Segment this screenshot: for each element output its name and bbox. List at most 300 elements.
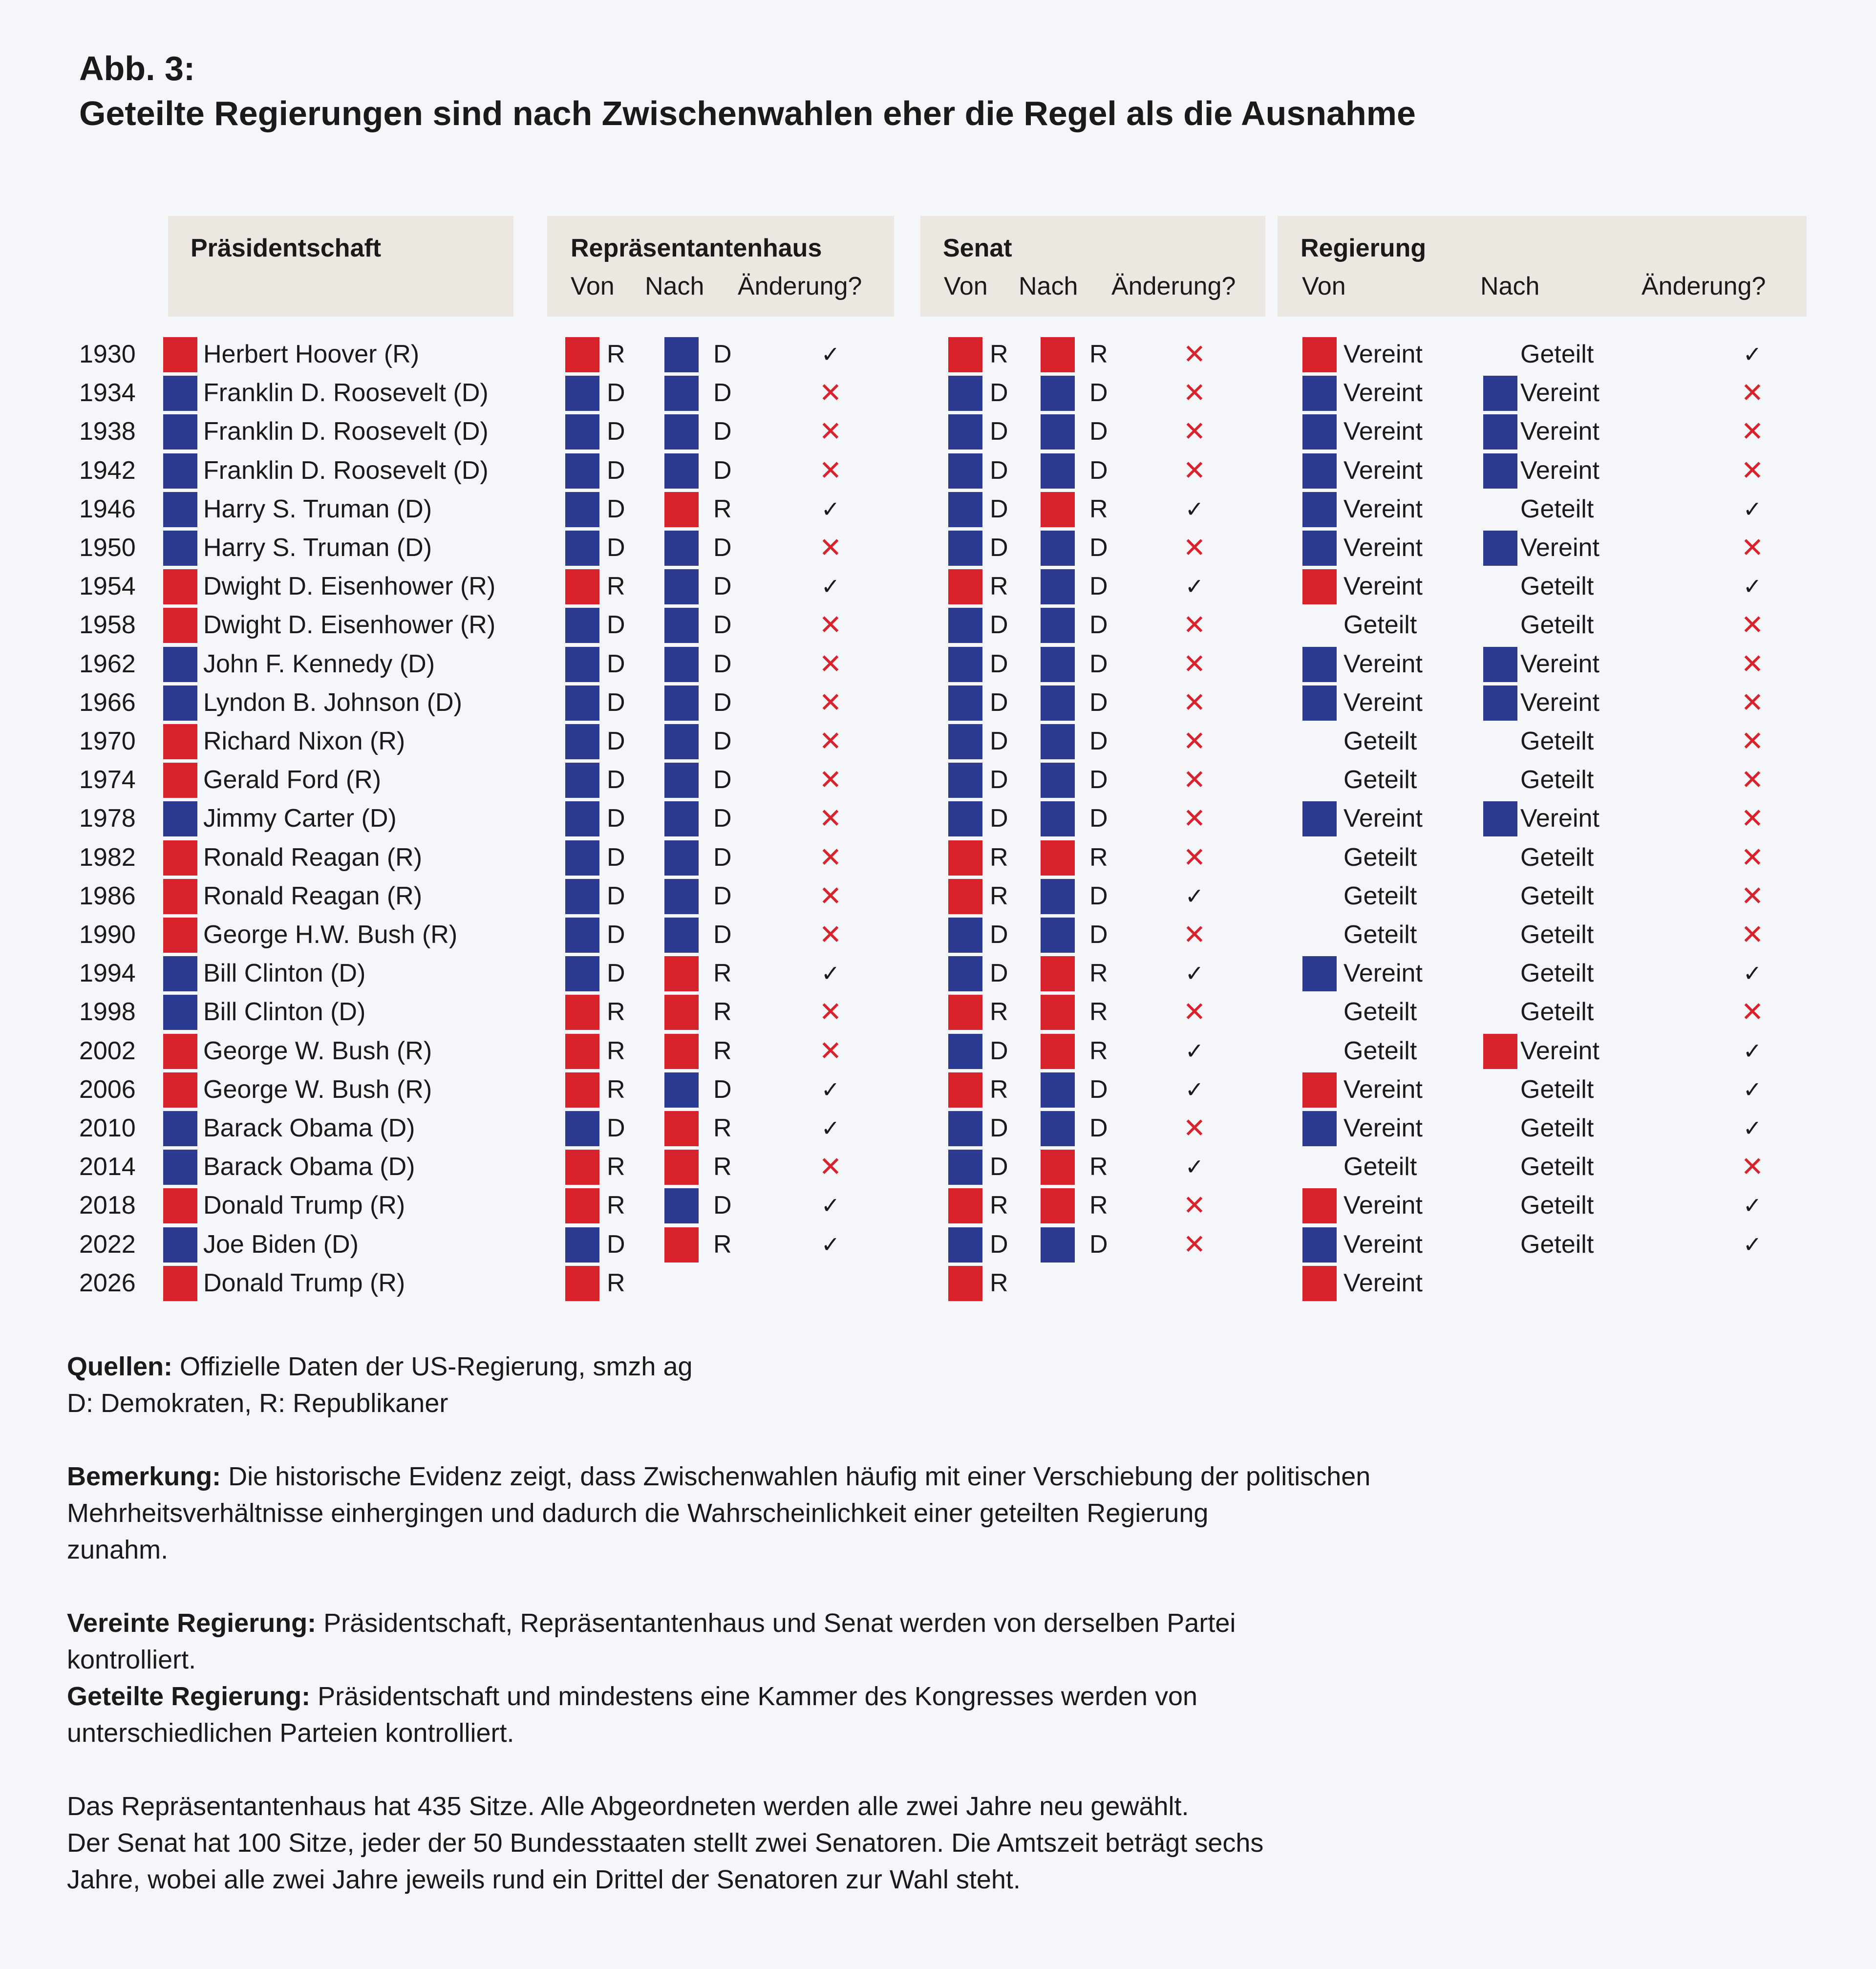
president-party-square: [163, 376, 197, 411]
divided-text: Präsidentschaft und mindestens eine Kammer des Kongresses werden von: [310, 1682, 1198, 1711]
table-row: [0, 838, 1876, 877]
senate-to-label: D: [1089, 1230, 1108, 1259]
president-party-square: [163, 1034, 197, 1069]
government-change-mark: ✕: [1741, 686, 1764, 718]
president-party-square: [163, 995, 197, 1030]
president-party-square: [163, 1150, 197, 1185]
house-from-square: [565, 531, 599, 566]
house-to-label: R: [713, 998, 732, 1027]
senate-change-mark: ✕: [1183, 764, 1206, 795]
government-from-label: Vereint: [1343, 1268, 1423, 1297]
government-from-square: [1302, 1072, 1337, 1108]
government-to-label: Vereint: [1520, 804, 1599, 833]
sources-label: Quellen:: [67, 1352, 173, 1381]
house-to-label: D: [713, 572, 732, 601]
table-row: [0, 954, 1876, 992]
house-change-mark: ✓: [821, 1115, 840, 1141]
government-to-square: [1483, 801, 1517, 836]
government-change-mark: ✕: [1741, 764, 1764, 795]
senate-change-mark: ✕: [1183, 648, 1206, 679]
house-from-square: [565, 492, 599, 527]
house-change-mark: ✓: [821, 496, 840, 522]
table-row: [0, 374, 1876, 412]
house-to-label: D: [713, 340, 732, 368]
government-from-label: Geteilt: [1343, 611, 1417, 640]
table-row: [0, 335, 1876, 373]
president-party-square: [163, 879, 197, 914]
house-from-square: [565, 337, 599, 372]
house-to-label: R: [713, 1153, 732, 1181]
government-change-mark: ✕: [1741, 454, 1764, 486]
house-to-label: D: [713, 417, 732, 446]
table-row: [0, 916, 1876, 954]
senate-from-square: [948, 1266, 982, 1301]
president-name: John F. Kennedy (D): [203, 649, 435, 678]
house-change-mark: ✕: [819, 841, 842, 873]
government-from-square: [1302, 647, 1337, 682]
president-party-square: [163, 492, 197, 527]
remark-label: Bemerkung:: [67, 1462, 221, 1491]
government-change-mark: ✕: [1741, 841, 1764, 873]
senate-change-mark: ✓: [1185, 496, 1204, 522]
government-from-square: [1302, 956, 1337, 991]
senate-to-square: [1041, 1150, 1075, 1185]
senate-to-square: [1041, 1072, 1075, 1108]
year-label: 1990: [79, 920, 136, 949]
house-from-square: [565, 879, 599, 914]
house-from-square: [565, 1150, 599, 1185]
divided-label: Geteilte Regierung:: [67, 1682, 311, 1711]
house-to-label: D: [713, 1075, 732, 1104]
president-party-square: [163, 1072, 197, 1108]
table-row: [0, 1109, 1876, 1147]
president-party-square: [163, 724, 197, 759]
house-from-label: D: [607, 456, 625, 485]
house-change-mark: ✕: [819, 686, 842, 718]
table-row: [0, 606, 1876, 644]
government-change-mark: ✕: [1741, 609, 1764, 641]
header-government: Regierung: [1300, 234, 1427, 262]
president-name: Franklin D. Roosevelt (D): [203, 456, 489, 485]
senate-from-label: D: [990, 417, 1008, 446]
table-row: [0, 1225, 1876, 1263]
year-label: 1950: [79, 534, 136, 562]
senate-change-mark: ✕: [1183, 1190, 1206, 1221]
house-from-label: D: [607, 1114, 625, 1142]
house-to-square: [664, 569, 699, 604]
senate-from-square: [948, 956, 982, 991]
year-label: 1974: [79, 766, 136, 794]
senate-to-square: [1041, 879, 1075, 914]
senate-to-label: D: [1089, 1114, 1108, 1142]
divided-definition: [67, 1678, 1728, 1715]
senate-change-mark: ✓: [1185, 1038, 1204, 1064]
year-label: 1962: [79, 649, 136, 678]
government-to-label: Geteilt: [1520, 881, 1594, 910]
header-house-to: Nach: [645, 272, 704, 300]
government-change-mark: ✓: [1743, 1076, 1762, 1102]
senate-change-mark: ✓: [1185, 1076, 1204, 1102]
senate-to-label: R: [1089, 1191, 1108, 1220]
header-presidency: Präsidentschaft: [191, 234, 382, 262]
senate-change-mark: ✕: [1183, 726, 1206, 756]
president-name: Ronald Reagan (R): [203, 843, 423, 872]
house-to-square: [664, 1227, 699, 1263]
government-from-square: [1302, 337, 1337, 372]
senate-change-mark: ✕: [1183, 841, 1206, 873]
government-from-label: Geteilt: [1343, 1153, 1417, 1181]
government-to-label: Vereint: [1520, 1036, 1599, 1065]
senate-to-square: [1041, 918, 1075, 953]
house-to-label: D: [713, 456, 732, 485]
senate-from-label: D: [990, 1036, 1008, 1065]
government-from-label: Vereint: [1343, 1230, 1423, 1259]
senate-to-label: D: [1089, 766, 1108, 794]
senate-to-label: D: [1089, 534, 1108, 562]
president-party-square: [163, 453, 197, 489]
house-to-label: D: [713, 649, 732, 678]
house-from-label: R: [607, 572, 625, 601]
figure-number: Abb. 3:: [79, 49, 195, 87]
government-to-label: Vereint: [1520, 688, 1599, 717]
government-to-label: Geteilt: [1520, 1191, 1594, 1220]
table-row: [0, 412, 1876, 450]
senate-change-mark: ✓: [1185, 961, 1204, 986]
senate-to-label: R: [1089, 998, 1108, 1027]
government-from-label: Vereint: [1343, 1114, 1423, 1142]
government-change-mark: ✓: [1743, 1038, 1762, 1064]
senate-from-square: [948, 840, 982, 876]
government-to-label: Geteilt: [1520, 959, 1594, 988]
government-to-label: Vereint: [1520, 417, 1599, 446]
government-from-square: [1302, 1111, 1337, 1146]
government-change-mark: ✕: [1741, 996, 1764, 1027]
president-name: Dwight D. Eisenhower (R): [203, 572, 496, 601]
senate-change-mark: ✕: [1183, 996, 1206, 1027]
president-name: Bill Clinton (D): [203, 959, 366, 988]
notes-section: [67, 1348, 1728, 1898]
house-to-square: [664, 531, 699, 566]
house-change-mark: ✕: [819, 803, 842, 834]
senate-from-label: D: [990, 804, 1008, 833]
government-from-square: [1302, 492, 1337, 527]
unified-text: Präsidentschaft, Repräsentantenhaus und Senat werden von derselben Partei: [316, 1608, 1236, 1638]
header-senate-change: Änderung?: [1111, 272, 1236, 300]
house-from-label: R: [607, 1191, 625, 1220]
header-government-change: Änderung?: [1642, 272, 1766, 300]
government-from-square: [1302, 569, 1337, 604]
government-to-label: Geteilt: [1520, 1114, 1594, 1142]
government-from-square: [1302, 1188, 1337, 1223]
president-name: Donald Trump (R): [203, 1191, 405, 1220]
house-to-label: R: [713, 959, 732, 988]
government-from-label: Vereint: [1343, 688, 1423, 717]
year-label: 2018: [79, 1191, 136, 1220]
government-to-square: [1483, 1034, 1517, 1069]
table-row: [0, 529, 1876, 567]
president-party-square: [163, 685, 197, 721]
senate-from-square: [948, 337, 982, 372]
president-name: Lyndon B. Johnson (D): [203, 688, 462, 717]
house-change-mark: ✕: [819, 919, 842, 950]
house-change-mark: ✕: [819, 996, 842, 1027]
government-change-mark: ✕: [1741, 880, 1764, 911]
senate-to-label: D: [1089, 379, 1108, 407]
figure-headline: Geteilte Regierungen sind nach Zwischenwahlen eher die Regel als die Ausnahme: [79, 94, 1416, 132]
president-party-square: [163, 840, 197, 876]
house-from-label: D: [607, 766, 625, 794]
senate-to-label: D: [1089, 804, 1108, 833]
house-to-square: [664, 647, 699, 682]
house-to-square: [664, 1188, 699, 1223]
senate-to-square: [1041, 724, 1075, 759]
senate-to-square: [1041, 569, 1075, 604]
house-change-mark: ✓: [821, 1193, 840, 1219]
senate-change-mark: ✓: [1185, 883, 1204, 909]
house-to-square: [664, 1034, 699, 1069]
senate-change-mark: ✓: [1185, 574, 1204, 599]
senate-change-mark: ✕: [1183, 1228, 1206, 1260]
senate-to-square: [1041, 492, 1075, 527]
president-name: George W. Bush (R): [203, 1036, 432, 1065]
president-party-square: [163, 337, 197, 372]
house-from-square: [565, 918, 599, 953]
president-name: Herbert Hoover (R): [203, 340, 420, 368]
remark-text: Die historische Evidenz zeigt, dass Zwischenwahlen häufig mit einer Verschiebung der politischen: [221, 1462, 1371, 1491]
senate-change-mark: ✕: [1183, 377, 1206, 408]
house-from-square: [565, 453, 599, 489]
house-change-mark: ✓: [821, 574, 840, 599]
senate-from-square: [948, 414, 982, 449]
house-to-label: D: [713, 843, 732, 872]
senate-info-2: Jahre, wobei alle zwei Jahre jeweils rund ein Drittel der Senatoren zur Wahl steht.: [67, 1865, 1021, 1894]
table-row: [0, 761, 1876, 799]
senate-from-label: D: [990, 534, 1008, 562]
senate-from-square: [948, 879, 982, 914]
government-change-mark: ✓: [1743, 496, 1762, 522]
government-to-label: Geteilt: [1520, 1153, 1594, 1181]
government-change-mark: ✕: [1741, 416, 1764, 447]
house-from-label: D: [607, 804, 625, 833]
government-change-mark: ✕: [1741, 803, 1764, 834]
senate-from-square: [948, 647, 982, 682]
government-from-label: Vereint: [1343, 649, 1423, 678]
house-from-label: R: [607, 998, 625, 1027]
house-change-mark: ✕: [819, 609, 842, 641]
government-change-mark: ✕: [1741, 726, 1764, 756]
government-to-square: [1483, 453, 1517, 489]
government-change-mark: ✕: [1741, 377, 1764, 408]
house-to-label: D: [713, 766, 732, 794]
house-from-square: [565, 414, 599, 449]
unified-definition: [67, 1605, 1728, 1642]
house-info: Das Repräsentantenhaus hat 435 Sitze. Alle Abgeordneten werden alle zwei Jahre neu gewählt.: [67, 1792, 1189, 1821]
house-change-mark: ✕: [819, 764, 842, 795]
senate-to-label: D: [1089, 727, 1108, 755]
house-to-square: [664, 956, 699, 991]
divided-definition-2: unterschiedlichen Parteien kontrolliert.: [67, 1718, 514, 1748]
senate-from-label: R: [990, 843, 1008, 872]
senate-change-mark: ✕: [1183, 339, 1206, 369]
president-name: Barack Obama (D): [203, 1114, 415, 1142]
president-party-square: [163, 569, 197, 604]
house-to-square: [664, 337, 699, 372]
government-change-mark: ✓: [1743, 1115, 1762, 1141]
government-to-label: Vereint: [1520, 649, 1599, 678]
remark-line: [67, 1458, 1728, 1495]
year-label: 1930: [79, 340, 136, 368]
senate-to-label: D: [1089, 881, 1108, 910]
senate-from-label: R: [990, 340, 1008, 368]
table-row: [0, 1148, 1876, 1186]
government-from-label: Geteilt: [1343, 727, 1417, 755]
president-party-square: [163, 801, 197, 836]
senate-from-square: [948, 492, 982, 527]
house-to-square: [664, 918, 699, 953]
government-change-mark: ✕: [1741, 1151, 1764, 1182]
senate-from-square: [948, 1072, 982, 1108]
senate-to-square: [1041, 414, 1075, 449]
house-to-label: D: [713, 920, 732, 949]
senate-to-square: [1041, 337, 1075, 372]
government-from-label: Vereint: [1343, 959, 1423, 988]
year-label: 1946: [79, 494, 136, 523]
year-label: 1970: [79, 727, 136, 755]
house-to-square: [664, 608, 699, 643]
house-from-label: D: [607, 959, 625, 988]
government-to-label: Geteilt: [1520, 727, 1594, 755]
senate-from-square: [948, 1188, 982, 1223]
year-label: 1986: [79, 881, 136, 910]
president-name: Richard Nixon (R): [203, 727, 405, 755]
government-change-mark: ✕: [1741, 532, 1764, 563]
year-label: 1958: [79, 611, 136, 640]
year-label: 1978: [79, 804, 136, 833]
government-from-square: [1302, 531, 1337, 566]
president-name: George W. Bush (R): [203, 1075, 432, 1104]
government-from-label: Vereint: [1343, 456, 1423, 485]
table-row: [0, 993, 1876, 1031]
house-change-mark: ✓: [821, 961, 840, 986]
house-from-label: D: [607, 494, 625, 523]
government-from-square: [1302, 414, 1337, 449]
government-from-label: Geteilt: [1343, 881, 1417, 910]
house-from-label: D: [607, 881, 625, 910]
president-party-square: [163, 647, 197, 682]
government-from-label: Geteilt: [1343, 843, 1417, 872]
government-to-label: Geteilt: [1520, 1075, 1594, 1104]
senate-info: Der Senat hat 100 Sitze, jeder der 50 Bundesstaaten stellt zwei Senatoren. Die Amtszeit beträgt sechs: [67, 1828, 1264, 1858]
header-presidency-box: [168, 216, 513, 317]
senate-to-label: D: [1089, 572, 1108, 601]
president-party-square: [163, 1227, 197, 1263]
house-from-label: D: [607, 611, 625, 640]
house-to-square: [664, 1150, 699, 1185]
table-row: [0, 451, 1876, 490]
government-change-mark: ✓: [1743, 1193, 1762, 1219]
president-party-square: [163, 414, 197, 449]
house-to-square: [664, 801, 699, 836]
senate-to-label: D: [1089, 920, 1108, 949]
house-to-label: R: [713, 1036, 732, 1065]
senate-to-square: [1041, 453, 1075, 489]
senate-from-label: D: [990, 611, 1008, 640]
government-to-label: Vereint: [1520, 534, 1599, 562]
government-change-mark: ✓: [1743, 961, 1762, 986]
house-change-mark: ✕: [819, 377, 842, 408]
header-house-box: [547, 216, 894, 317]
senate-to-label: R: [1089, 494, 1108, 523]
header-house-change: Änderung?: [738, 272, 862, 300]
house-change-mark: ✕: [819, 1151, 842, 1182]
senate-to-label: R: [1089, 959, 1108, 988]
house-to-square: [664, 724, 699, 759]
house-change-mark: ✓: [821, 1076, 840, 1102]
senate-change-mark: ✕: [1183, 416, 1206, 447]
president-name: Jimmy Carter (D): [203, 804, 397, 833]
senate-from-label: R: [990, 1075, 1008, 1104]
house-to-square: [664, 995, 699, 1030]
senate-from-label: R: [990, 1268, 1008, 1297]
header-senate-box: [920, 216, 1265, 317]
senate-to-square: [1041, 995, 1075, 1030]
chart-title: [79, 46, 1416, 136]
year-label: 2026: [79, 1268, 136, 1297]
house-to-label: R: [713, 1230, 732, 1259]
senate-from-square: [948, 801, 982, 836]
government-from-label: Vereint: [1343, 804, 1423, 833]
year-label: 2002: [79, 1036, 136, 1065]
year-label: 2010: [79, 1114, 136, 1142]
header-government-from: Von: [1302, 272, 1346, 300]
house-to-label: D: [713, 804, 732, 833]
government-to-label: Geteilt: [1520, 494, 1594, 523]
house-change-mark: ✓: [821, 1231, 840, 1257]
senate-to-label: R: [1089, 1036, 1108, 1065]
senate-from-square: [948, 1227, 982, 1263]
house-from-label: D: [607, 649, 625, 678]
senate-from-label: D: [990, 1230, 1008, 1259]
senate-from-label: D: [990, 1153, 1008, 1181]
president-party-square: [163, 1266, 197, 1301]
house-to-label: D: [713, 534, 732, 562]
house-from-label: D: [607, 379, 625, 407]
president-party-square: [163, 1188, 197, 1223]
house-from-square: [565, 1111, 599, 1146]
house-from-label: D: [607, 843, 625, 872]
senate-change-mark: ✕: [1183, 454, 1206, 486]
house-to-square: [664, 1111, 699, 1146]
government-change-mark: ✓: [1743, 342, 1762, 367]
house-from-label: D: [607, 417, 625, 446]
header-senate: Senat: [943, 234, 1012, 262]
house-to-label: R: [713, 494, 732, 523]
senate-from-label: D: [990, 1114, 1008, 1142]
house-change-mark: ✓: [821, 342, 840, 367]
house-from-label: R: [607, 1075, 625, 1104]
house-change-mark: ✕: [819, 532, 842, 563]
house-to-label: D: [713, 379, 732, 407]
unified-definition-2: kontrolliert.: [67, 1645, 196, 1674]
government-to-square: [1483, 685, 1517, 721]
senate-to-label: D: [1089, 456, 1108, 485]
senate-from-label: D: [990, 649, 1008, 678]
government-from-square: [1302, 453, 1337, 489]
house-from-square: [565, 1266, 599, 1301]
year-label: 1966: [79, 688, 136, 717]
president-name: Franklin D. Roosevelt (D): [203, 417, 489, 446]
senate-to-label: R: [1089, 1153, 1108, 1181]
